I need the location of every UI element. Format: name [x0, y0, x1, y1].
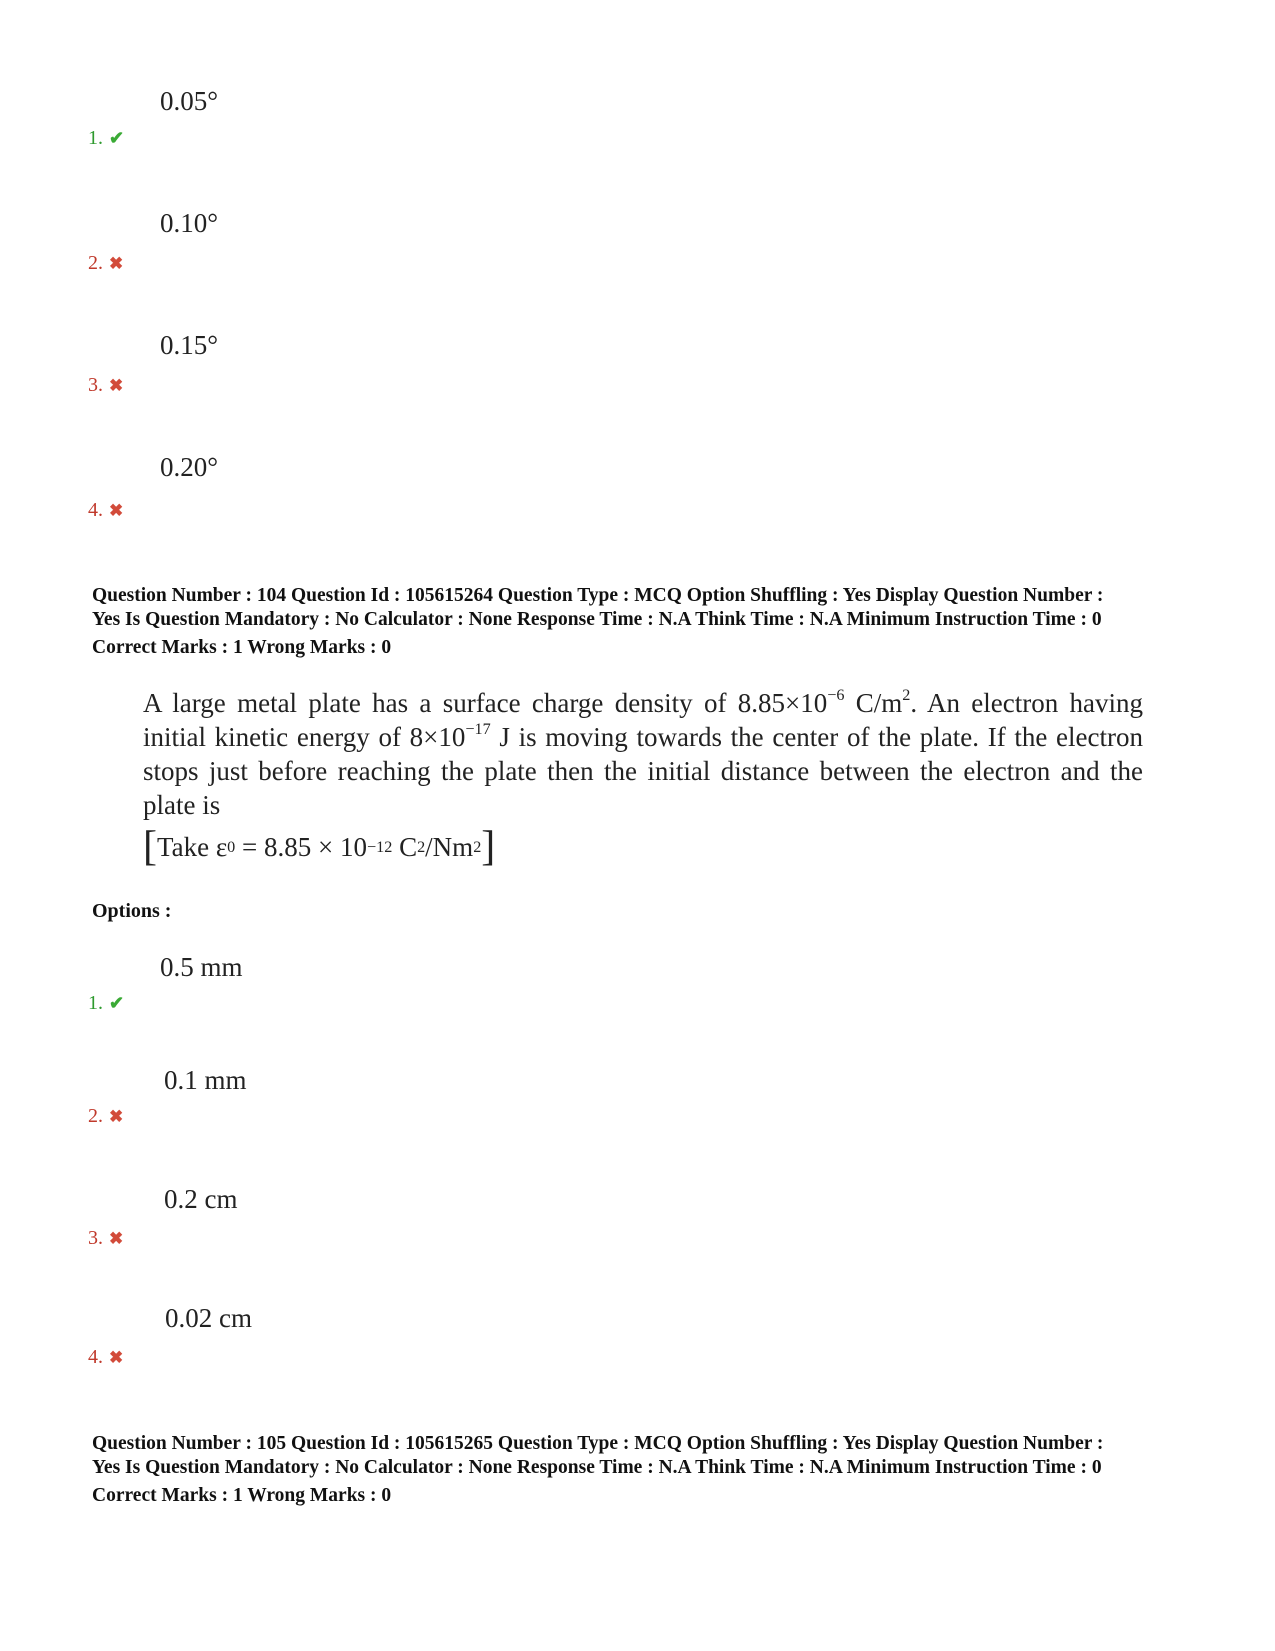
- prev-option-3: [88, 374, 123, 397]
- q104-text-part3: . An electron having initial kinetic energy of 8×10: [143, 688, 1143, 752]
- q104-option-3-value: 0.2 cm: [164, 1184, 238, 1214]
- q104-option-4-number: 4.: [88, 1346, 103, 1368]
- check-icon: ✔: [109, 128, 125, 148]
- q104-option-2-value: 0.1 mm: [164, 1065, 247, 1095]
- q104-text-exp2: 2: [902, 685, 911, 704]
- q104-text-part2: C/m: [844, 688, 903, 718]
- question-104-meta: [92, 584, 1192, 660]
- question-105-marks: Correct Marks : 1 Wrong Marks : 0: [92, 1485, 392, 1506]
- question-105-meta-line2: Yes Is Question Mandatory : No Calculator : None Response Time : N.A Think Time : N.A Minimum Instruction Time : 0: [92, 1457, 1102, 1478]
- q104-option-4: [88, 1346, 123, 1369]
- cross-icon: ✖: [109, 1106, 124, 1126]
- q104-option-1-value: 0.5 mm: [160, 952, 243, 982]
- prev-option-1: [88, 127, 124, 150]
- question-104-text: [143, 686, 1143, 868]
- cross-icon: ✖: [109, 375, 124, 395]
- prev-option-2-number: 2.: [88, 252, 103, 274]
- question-104-meta-line1: Question Number : 104 Question Id : 105615264 Question Type : MCQ Option Shuffling : Yes Display Question Number :: [92, 585, 1104, 606]
- prev-option-4: [88, 499, 123, 522]
- prev-option-4-value: 0.20°: [160, 452, 219, 482]
- q104-option-2-number: 2.: [88, 1105, 103, 1127]
- given-equals: = 8.85 × 10: [235, 832, 367, 862]
- q104-text-part1: A large metal plate has a surface charge density of 8.85×10: [143, 688, 828, 718]
- question-105-meta-line1: Question Number : 105 Question Id : 105615265 Question Type : MCQ Option Shuffling : Yes Display Question Number :: [92, 1433, 1104, 1454]
- q104-option-3: [88, 1227, 123, 1250]
- cross-icon: ✖: [109, 1347, 124, 1367]
- question-104-body: [143, 686, 1143, 822]
- prev-option-2-value: 0.10°: [160, 208, 219, 238]
- given-unit2: /Nm: [425, 832, 474, 862]
- q104-text-exp3: −17: [465, 719, 491, 738]
- question-105-meta: [92, 1432, 1192, 1508]
- question-104-meta-line2: Yes Is Question Mandatory : No Calculator : None Response Time : N.A Think Time : N.A Minimum Instruction Time : 0: [92, 609, 1102, 630]
- q104-text-part4: J is moving towards the center of the plate. If the electron stops just before reaching the plate then the initial distance between the electron and the plate is: [143, 722, 1144, 820]
- q104-text-exp1: −6: [827, 685, 845, 704]
- prev-option-4-number: 4.: [88, 499, 103, 521]
- given-label: Take ε: [157, 832, 228, 862]
- q104-option-3-number: 3.: [88, 1227, 103, 1249]
- check-icon: ✔: [109, 993, 125, 1013]
- cross-icon: ✖: [109, 1228, 124, 1248]
- q104-option-2: [88, 1105, 123, 1128]
- cross-icon: ✖: [109, 253, 124, 273]
- given-open-bracket: [: [143, 824, 157, 870]
- prev-option-3-value: 0.15°: [160, 330, 219, 360]
- prev-option-2: [88, 252, 123, 275]
- prev-option-1-number: 1.: [88, 127, 103, 149]
- given-unit1: C: [392, 832, 418, 862]
- question-104-given: [ Take ε 0 = 8.85 × 10 −12 C 2 /Nm 2 ]: [143, 824, 496, 870]
- q104-option-4-value: 0.02 cm: [165, 1303, 252, 1333]
- options-heading: Options :: [92, 900, 172, 922]
- prev-option-1-value: 0.05°: [160, 86, 219, 116]
- given-close-bracket: ]: [481, 824, 496, 870]
- prev-option-3-number: 3.: [88, 374, 103, 396]
- cross-icon: ✖: [109, 500, 124, 520]
- q104-option-1-number: 1.: [88, 992, 103, 1014]
- question-104-marks: Correct Marks : 1 Wrong Marks : 0: [92, 637, 392, 658]
- q104-option-1: [88, 992, 124, 1015]
